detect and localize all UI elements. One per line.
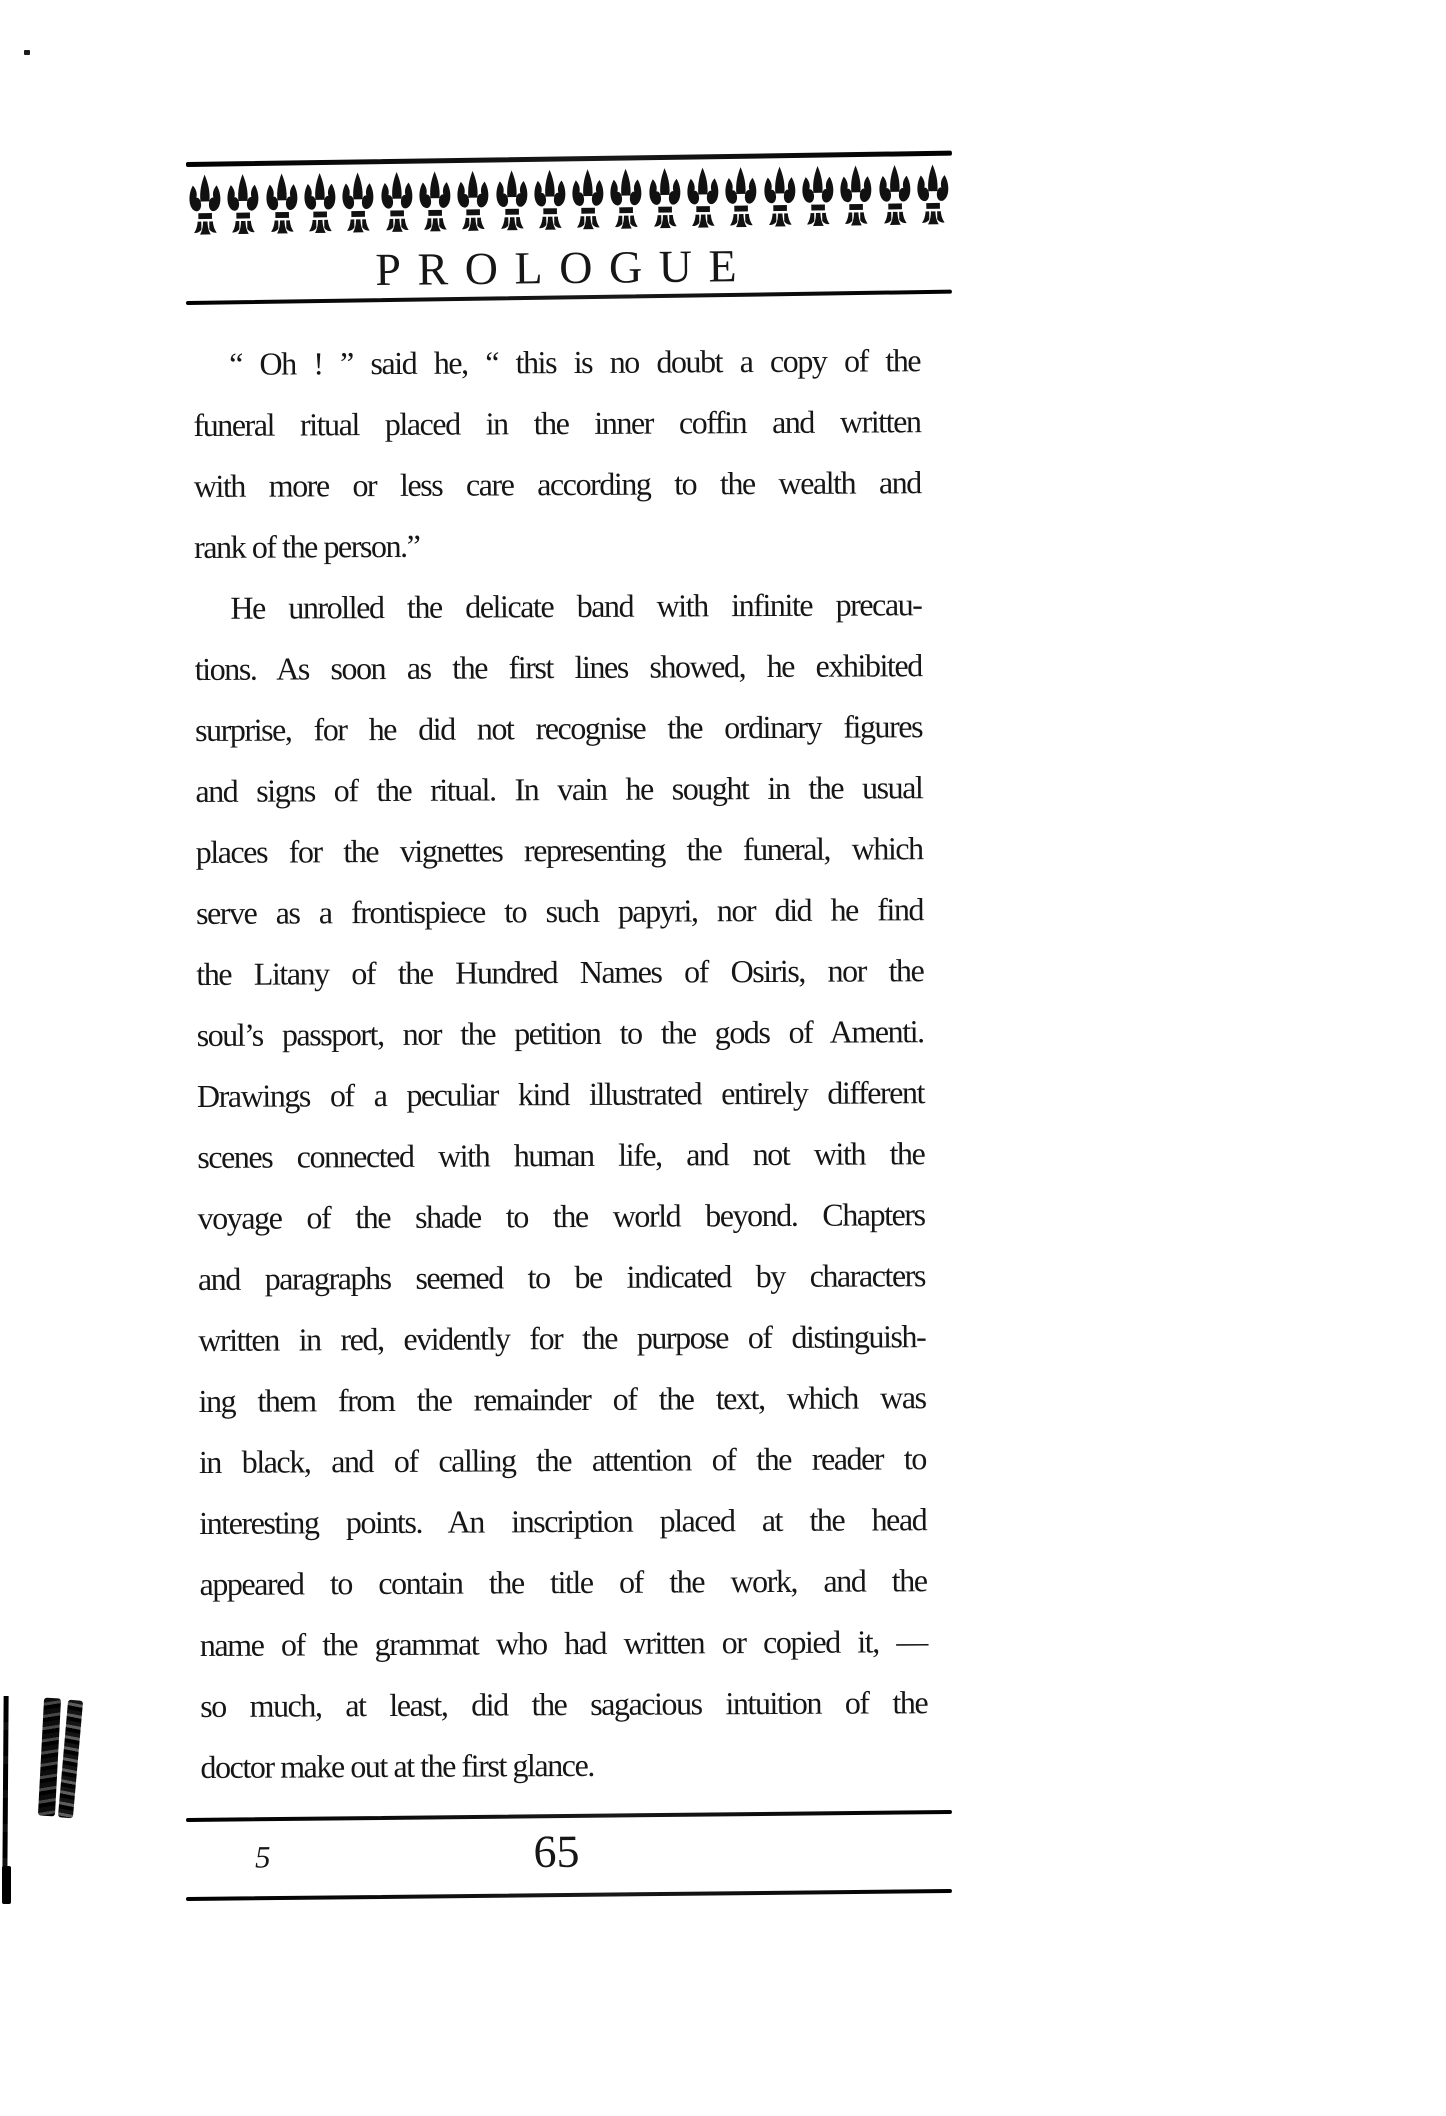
- text-line: tions. As soon as the first lines showed, he exhibited: [194, 647, 922, 687]
- scan-edge-artifact: [2, 1866, 11, 1904]
- text-line: and signs of the ritual. In vain he sought in the usual: [195, 769, 923, 809]
- scan-speck: [24, 50, 30, 55]
- text-line: serve as a frontispiece to such papyri, nor did he find: [195, 891, 924, 931]
- fleur-de-lis-icon: [571, 168, 606, 230]
- fleur-de-lis-icon: [647, 167, 682, 229]
- text-line: with more or less care according to the wealth and: [193, 464, 921, 504]
- text-line: soul’s passport, nor the petition to the gods of Amenti.: [196, 1013, 924, 1053]
- page-title: PROLOGUE: [375, 240, 754, 296]
- text-line: rank of the person.”: [194, 527, 420, 565]
- text-line: surprise, for he did not recognise the ordinary figures: [194, 708, 923, 748]
- scan-edge-artifact: [2, 1696, 8, 1878]
- fleur-de-lis-icon: [877, 164, 912, 226]
- page-number: 65: [533, 1825, 580, 1878]
- text-line: the Litany of the Hundred Names of Osiris, nor the: [196, 952, 924, 992]
- fleur-de-lis-icon: [188, 174, 223, 236]
- text-line: and paragraphs seemed to be indicated by characters: [197, 1257, 926, 1297]
- fleur-de-lis-icon: [456, 170, 491, 232]
- fleur-de-lis-icon: [417, 170, 452, 232]
- fleur-de-lis-icon: [303, 172, 338, 234]
- text-line: Drawings of a peculiar kind illustrated entirely different: [196, 1074, 925, 1114]
- text-line: scenes connected with human life, and not with the: [197, 1135, 925, 1175]
- footer-rule-bottom: [186, 1889, 952, 1901]
- fleur-de-lis-icon: [341, 171, 376, 233]
- fleur-de-lis-icon: [762, 166, 797, 228]
- text-line: interesting points. An inscription placed at the head: [199, 1501, 927, 1541]
- fleur-de-lis-icon: [839, 164, 874, 226]
- text-line: so much, at least, did the sagacious intuition of the: [200, 1684, 928, 1724]
- ornament-row: [188, 161, 951, 236]
- fleur-de-lis-icon: [801, 165, 836, 227]
- fleur-de-lis-icon: [609, 168, 644, 230]
- text-line: “ Oh ! ” said he, “ this is no doubt a copy of the: [229, 342, 921, 382]
- text-line: doctor make out at the first glance.: [200, 1746, 594, 1785]
- fleur-de-lis-icon: [915, 163, 950, 225]
- fleur-de-lis-icon: [379, 171, 414, 233]
- text-line: places for the vignettes representing the funeral, which: [195, 830, 923, 870]
- page-content: [186, 0, 952, 2116]
- page-footer: [193, 1820, 921, 1890]
- text-line: written in red, evidently for the purpose of distinguish-: [198, 1318, 926, 1358]
- ink-smudge: [58, 1700, 83, 1819]
- text-line: voyage of the shade to the world beyond. Chapters: [197, 1196, 925, 1236]
- signature-mark: 5: [254, 1839, 271, 1875]
- body-text: [193, 330, 928, 1798]
- ink-smudge: [38, 1698, 61, 1817]
- fleur-de-lis-icon: [724, 166, 759, 228]
- text-line: in black, and of calling the attention of the reader to: [198, 1440, 926, 1480]
- text-line: appeared to contain the title of the work, and the: [199, 1562, 927, 1602]
- text-line: name of the grammat who had written or copied it, —: [199, 1623, 927, 1663]
- fleur-de-lis-icon: [532, 169, 567, 231]
- text-line: He unrolled the delicate band with infinite precau-: [230, 586, 922, 626]
- text-line: funeral ritual placed in the inner coffin and written: [193, 403, 921, 443]
- fleur-de-lis-icon: [686, 167, 721, 229]
- fleur-de-lis-icon: [264, 172, 299, 234]
- fleur-de-lis-icon: [226, 173, 261, 235]
- text-line: ing them from the remainder of the text, which was: [198, 1379, 926, 1419]
- fleur-de-lis-icon: [494, 169, 529, 231]
